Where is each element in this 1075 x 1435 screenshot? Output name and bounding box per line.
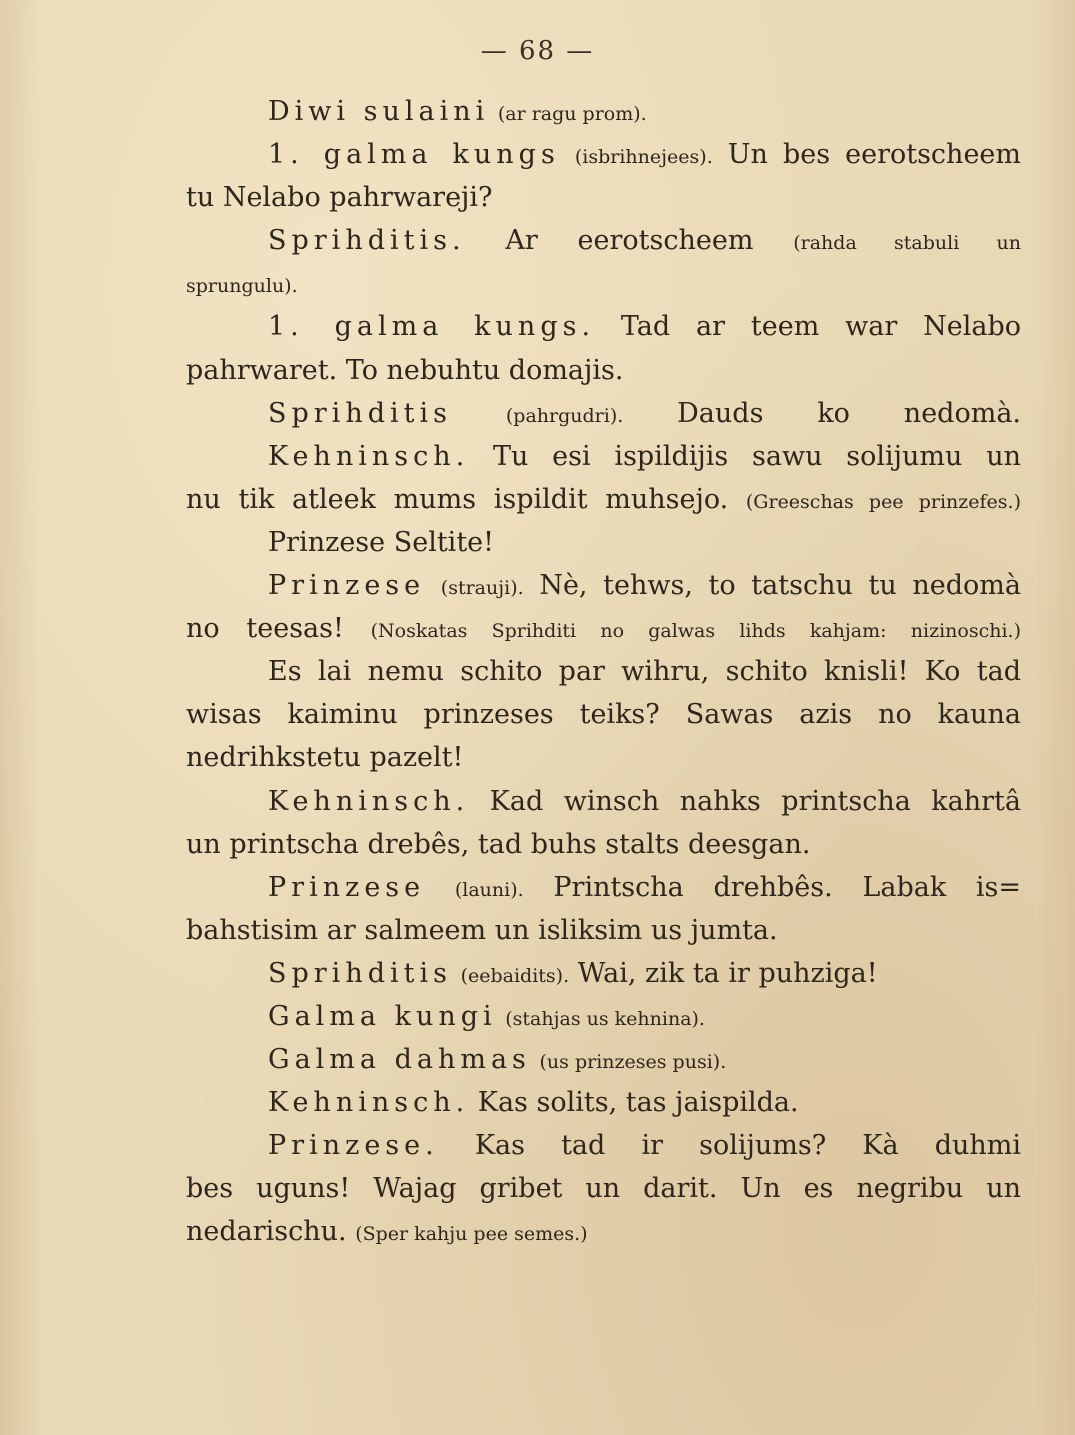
stage-direction: (pahrgudri). [505,404,624,427]
speaker-name: Sprihditis. [268,225,466,257]
dialogue-text: Printscha drehbês. Labak is= [523,871,1021,903]
dialogue-text: nedrihkstetu pazelt! [186,742,464,774]
dialogue-text: Es lai nemu schito par wihru, schito knisli! Ko tad [268,656,1021,688]
speaker-name: 1. galma kungs [268,139,560,171]
text-line [186,349,1021,392]
speaker-name: Prinzese [268,570,426,602]
speaker-name: Sprihditis [268,957,452,989]
dialogue-text: tu Nelabo pahrwareji? [186,182,493,214]
speaker-name: Diwi sulaini [268,96,490,127]
text-line [186,564,1021,607]
dialogue-text: nu tik atleek mums ispildit muhsejo. [186,483,746,515]
text-line [186,693,1021,736]
stage-direction: (Greeschas pee prinzefes.) [745,490,1021,513]
dialogue-text [452,958,461,989]
stage-direction: (ar ragu prom). [497,103,647,125]
text-line [186,133,1021,176]
speaker-name: Kehninsch. [268,1087,470,1119]
text-line [186,478,1021,521]
text-line [186,435,1021,478]
dialogue-text: Nè, tehws, to tatschu tu nedomà [523,570,1021,602]
text-line [186,650,1021,693]
speaker-name: Sprihditis [268,397,452,429]
stage-direction: (Noskatas Sprihditi no galwas lihds kahjam: nizinoschi.) [370,620,1021,643]
stage-direction: (isbrihnejees). [574,146,713,169]
text-line [186,90,1021,133]
stage-direction: (launi). [454,878,524,901]
text-line [186,305,1021,348]
dialogue-text: Dauds ko nedomà. [623,397,1021,429]
dialogue-text [531,1044,540,1075]
text-line [186,176,1021,219]
text-line [186,521,1021,564]
dialogue-text [425,872,455,903]
dialogue-text: Ar eerotscheem [465,225,794,257]
dialogue-text [452,398,506,429]
dialogue-text: no teesas! [186,613,371,645]
dialogue-text: un printscha drebês, tad buhs stalts deesgan. [186,828,811,860]
text-line [186,219,1021,262]
dialogue-text: wisas kaiminu prinzeses teiks? Sawas azis no kauna [186,699,1021,731]
dialogue-text: Kas solits, tas jaispilda. [469,1087,799,1119]
dialogue-text [489,96,498,127]
speaker-name: Galma dahmas [268,1044,531,1076]
page-text [186,90,1021,1254]
speaker-name: Galma kungi [268,1000,497,1032]
dialogue-text: Kas tad ir solijums? Kà duhmi [438,1130,1021,1162]
text-line [186,392,1021,435]
text-line [186,1081,1021,1124]
text-line [186,823,1021,866]
text-line [186,262,1021,305]
speaker-name: Kehninsch. [268,440,470,472]
speaker-name: Kehninsch. [268,785,470,817]
text-line [186,1124,1021,1167]
dialogue-text: pahrwaret. To nebuhtu domajis. [186,354,624,386]
dialogue-text: Kad winsch nahks printscha kahrtâ [469,785,1021,817]
stage-direction: (eebaidits). [460,964,570,987]
text-line [186,866,1021,909]
dialogue-text: Wai, zik ta ir puhziga! [569,957,878,989]
speaker-name: Prinzese. [268,1130,439,1162]
dialogue-text: Tu esi ispildijis sawu solijumu un [469,440,1021,472]
text-line [186,1167,1021,1210]
text-line [186,1210,1021,1253]
text-line [186,909,1021,952]
text-line [186,952,1021,995]
page-number: — 68 — [480,36,595,66]
stage-direction: (Sper kahju pee semes.) [355,1223,588,1246]
text-line [186,607,1021,650]
dialogue-text [425,570,441,601]
dialogue-text: Un bes eerotscheem [712,139,1021,171]
dialogue-text: bahstisim ar salmeem un isliksim us jumta. [186,914,778,946]
text-line [186,995,1021,1038]
dialogue-text [560,139,575,170]
dialogue-text [497,1001,506,1032]
dialogue-text: Tad ar teem war Nelabo [595,311,1021,343]
stage-direction: sprungulu). [186,275,298,298]
speaker-name: Prinzese [268,871,426,903]
stage-direction: (us prinzeses pusi). [539,1051,727,1074]
text-line [186,1038,1021,1081]
dialogue-text: Prinzese Seltite! [268,526,494,558]
speaker-name: 1. galma kungs. [268,311,596,343]
stage-direction: (stahjas us kehnina). [505,1007,705,1030]
dialogue-text: nedarischu. [186,1216,356,1248]
stage-direction: (strauji). [440,577,524,600]
stage-direction: (rahda stabuli un [793,232,1021,255]
text-line [186,736,1021,779]
dialogue-text: bes uguns! Wajag gribet un darit. Un es negribu un [186,1173,1021,1205]
text-line [186,780,1021,823]
